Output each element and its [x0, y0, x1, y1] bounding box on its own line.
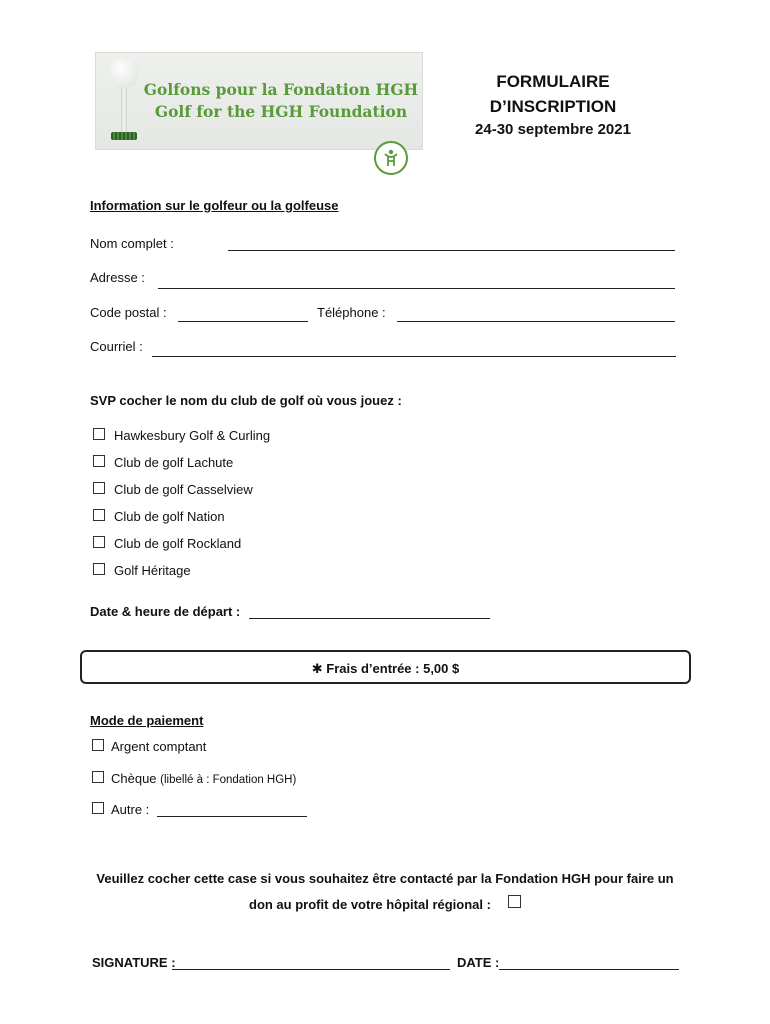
- postal-code-field[interactable]: [178, 321, 308, 322]
- banner-title-en: Golf for the HGH Foundation: [154, 102, 408, 121]
- grass-icon: [111, 132, 137, 140]
- entry-fee-box: [80, 650, 691, 684]
- club-prompt: SVP cocher le nom du club de golf où vous jouez :: [90, 393, 402, 408]
- hgh-foundation-logo-icon: [374, 141, 408, 175]
- club-option-label: Hawkesbury Golf & Curling: [114, 428, 271, 443]
- payment-cheque-label: Chèque: [111, 771, 157, 786]
- event-banner: [95, 52, 423, 150]
- club-option-label: Club de golf Casselview: [114, 482, 253, 497]
- tee-time-label: Date & heure de départ :: [90, 604, 241, 619]
- payment-checkbox-cheque[interactable]: [92, 771, 104, 783]
- contact-consent-line2: don au profit de votre hôpital régional :: [249, 897, 491, 912]
- signature-field[interactable]: [172, 969, 450, 970]
- golfer-section-title: Information sur le golfeur ou la golfeuse: [90, 198, 339, 213]
- club-checkbox-casselview[interactable]: [93, 482, 105, 494]
- payment-other-field[interactable]: [157, 816, 307, 817]
- payment-other-label: Autre :: [111, 802, 150, 817]
- payment-title: Mode de paiement: [90, 713, 204, 728]
- tee-time-field[interactable]: [249, 618, 490, 619]
- address-field[interactable]: [158, 288, 675, 289]
- form-title-line1: FORMULAIRE: [496, 72, 610, 91]
- contact-consent-checkbox[interactable]: [508, 895, 521, 908]
- date-field[interactable]: [499, 969, 679, 970]
- banner-title-fr: Golfons pour la Fondation HGH: [143, 80, 419, 99]
- club-option-label: Club de golf Nation: [114, 509, 225, 524]
- payment-checkbox-other[interactable]: [92, 802, 104, 814]
- payment-cheque-note: (libellé à : Fondation HGH): [160, 774, 297, 786]
- phone-field[interactable]: [397, 321, 675, 322]
- entry-fee: [82, 661, 689, 677]
- address-label: Adresse :: [90, 270, 145, 285]
- payment-cash-label: Argent comptant: [111, 739, 207, 754]
- club-checkbox-hawkesbury[interactable]: [93, 428, 105, 440]
- club-option-label: Club de golf Lachute: [114, 455, 234, 470]
- event-dates: 24-30 septembre 2021: [475, 121, 631, 138]
- club-checkbox-nation[interactable]: [93, 509, 105, 521]
- entry-fee-text: Frais d’entrée : 5,00 $: [326, 661, 460, 676]
- club-checkbox-lachute[interactable]: [93, 455, 105, 467]
- email-label: Courriel :: [90, 339, 143, 354]
- club-checkbox-heritage[interactable]: [93, 563, 105, 575]
- payment-cheque: [111, 771, 296, 786]
- contact-consent-line1: Veuillez cocher cette case si vous souhaitez être contacté par la Fondation HGH pour faire un: [96, 871, 674, 886]
- asterisk-icon: ✱: [311, 661, 323, 676]
- name-label: Nom complet :: [90, 236, 174, 251]
- date-label: DATE :: [457, 955, 500, 970]
- signature-label: SIGNATURE :: [92, 955, 176, 970]
- club-option-label: Club de golf Rockland: [114, 536, 242, 551]
- club-checkbox-rockland[interactable]: [93, 536, 105, 548]
- payment-checkbox-cash[interactable]: [92, 739, 104, 751]
- phone-label: Téléphone :: [317, 305, 386, 320]
- email-field[interactable]: [152, 356, 676, 357]
- postal-code-label: Code postal :: [90, 305, 167, 320]
- club-option-label: Golf Héritage: [114, 563, 191, 578]
- form-title-line2: D’INSCRIPTION: [489, 97, 617, 116]
- name-field[interactable]: [228, 250, 675, 251]
